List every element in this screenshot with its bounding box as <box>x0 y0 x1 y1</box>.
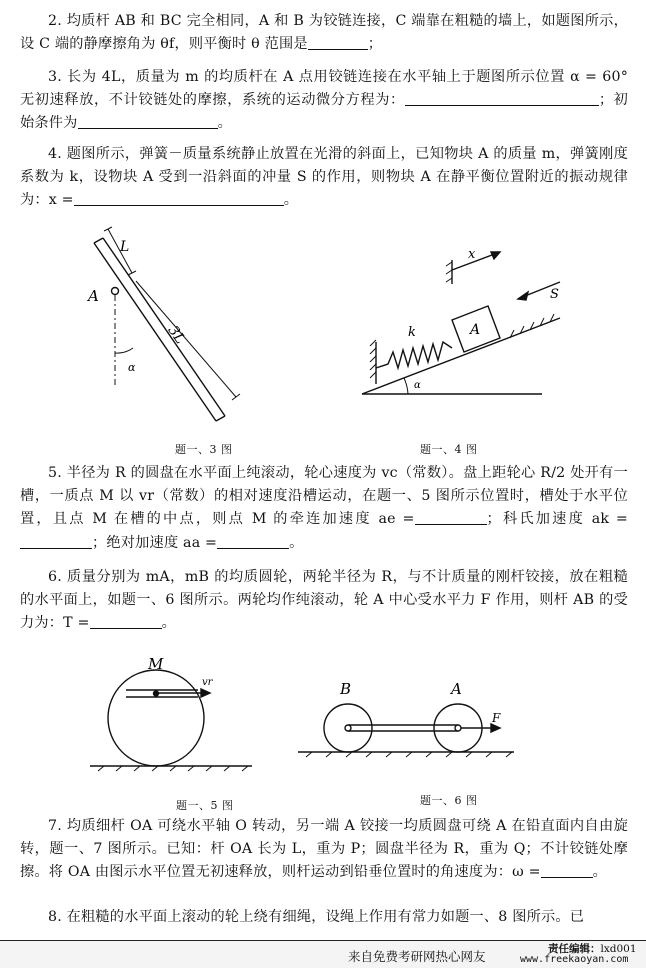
label-M: M <box>148 655 164 673</box>
answer-blank <box>217 534 289 549</box>
answer-blank <box>90 614 162 629</box>
problem-5-text: 5. 半径为 R 的圆盘在水平面上纯滚动，轮心速度为 vc（常数）。盘上距轮心 R/2 处开有一槽，一质点 M 以 vr（常数）的相对速度沿槽运动，在题一、5 图所示位置时，槽处于水平位置，且点 M 在槽的中点，则点 M 的牵连加速度 ae = <box>20 465 628 528</box>
answer-blank <box>577 91 599 106</box>
figure-5-caption: 题一、5 图 <box>176 799 234 812</box>
problem-2-text: 2. 均质杆 AB 和 BC 完全相同，A 和 B 为铰链连接，C 端靠在粗糙的墙上，如题图所示，设 C 端的静摩擦角为 θf，则平衡时 θ 范围是 <box>20 13 628 53</box>
figure-6 <box>296 680 516 780</box>
footer-editor-name: lxd001 <box>600 943 637 955</box>
label-alpha: α <box>128 361 136 374</box>
problem-3-text: 3. 长为 4L，质量为 m 的均质杆在 A 点用铰链连接在水平轴上于题图所示位置 α = 60° 无初速释放，不计铰链处的摩擦，系统的运动微分方程为： <box>20 69 628 109</box>
problem-3-mid: ；初始条件为 <box>20 92 629 132</box>
footer-editor-label: 责任编辑： <box>548 943 601 955</box>
page-footer <box>0 940 646 968</box>
figure-4-caption: 题一、4 图 <box>420 443 478 456</box>
problem-6-tail: 。 <box>161 615 177 632</box>
problem-8-text: 8. 在粗糙的水平面上滚动的轮上绕有细绳，设绳上作用有常力如题一、8 图所示。已 <box>48 909 585 925</box>
label-x: x <box>468 247 476 262</box>
label-S: S <box>550 287 559 302</box>
problem-4-text: 4. 题图所示，弹簧－质量系统静止放置在光滑的斜面上，已知物块 A 的质量 m，弹簧刚度系数为 k，设物块 A 受到一沿斜面的冲量 S 的作用，则物块 A 在静平衡位置附近的振动规律为：x = <box>20 146 628 209</box>
problem-2-tail: ； <box>367 36 383 53</box>
problem-7-tail: 。 <box>592 864 608 881</box>
label-B: B <box>340 680 352 698</box>
figure-6-caption: 题一、6 图 <box>420 794 478 807</box>
label-alpha: α <box>414 380 421 391</box>
problem-5-mid: ；科氏加速度 ak = <box>486 511 629 528</box>
figure-3 <box>70 225 270 425</box>
problem-5 <box>20 462 628 555</box>
label-L: L <box>120 239 130 255</box>
label-k: k <box>408 325 416 340</box>
problem-6-text: 6. 质量分别为 mA，mB 的均质圆轮，两轮半径为 R，与不计质量的刚杆铰接，放在粗糙的水平面上，如题一、6 图所示。两轮均作纯滚动，轮 A 中心受水平力 F 作用，则杆 AB 的受力为：T = <box>20 569 628 632</box>
problem-3-tail: 。 <box>217 115 232 132</box>
problem-3 <box>20 66 628 136</box>
figure-3-caption: 题一、3 图 <box>175 443 233 456</box>
label-3L: 3L <box>164 322 188 347</box>
answer-blank <box>405 91 577 106</box>
footer-source: 来自免费考研网热心网友 <box>348 949 486 964</box>
problem-2 <box>20 10 628 56</box>
problem-5-tail: 。 <box>289 534 304 551</box>
problem-5-mid2: ；绝对加速度 aa = <box>92 534 218 551</box>
problem-8 <box>20 906 628 929</box>
figure-4 <box>360 238 580 398</box>
label-v: vr <box>202 677 213 688</box>
label-F: F <box>492 711 501 725</box>
problem-7-text: 7. 均质细杆 OA 可绕水平轴 O 转动，另一端 A 铰接一均质圆盘可绕 A 在铅直面内自由旋转，题一、7 图所示。已知：杆 OA 长为 L，重为 P；圆盘半径为 R，重为 Q；不计铰链处摩擦。将 OA 由图示水平位置无初速释放，则杆运动到铅垂位置时的角速度为：ω = <box>20 818 628 881</box>
answer-blank <box>308 35 368 50</box>
footer-url[interactable]: www.freekaoyan.com <box>520 954 629 965</box>
problem-4-tail: 。 <box>283 192 299 209</box>
problem-7 <box>20 815 628 885</box>
answer-blank <box>78 114 218 129</box>
label-A: A <box>470 322 481 338</box>
answer-blank <box>415 510 487 525</box>
problem-6 <box>20 566 628 636</box>
problem-4 <box>20 143 628 213</box>
answer-blank <box>74 191 284 206</box>
label-A: A <box>451 680 462 698</box>
figure-5 <box>86 655 256 775</box>
label-A: A <box>88 287 99 305</box>
answer-blank <box>20 534 92 549</box>
answer-blank <box>541 863 593 878</box>
